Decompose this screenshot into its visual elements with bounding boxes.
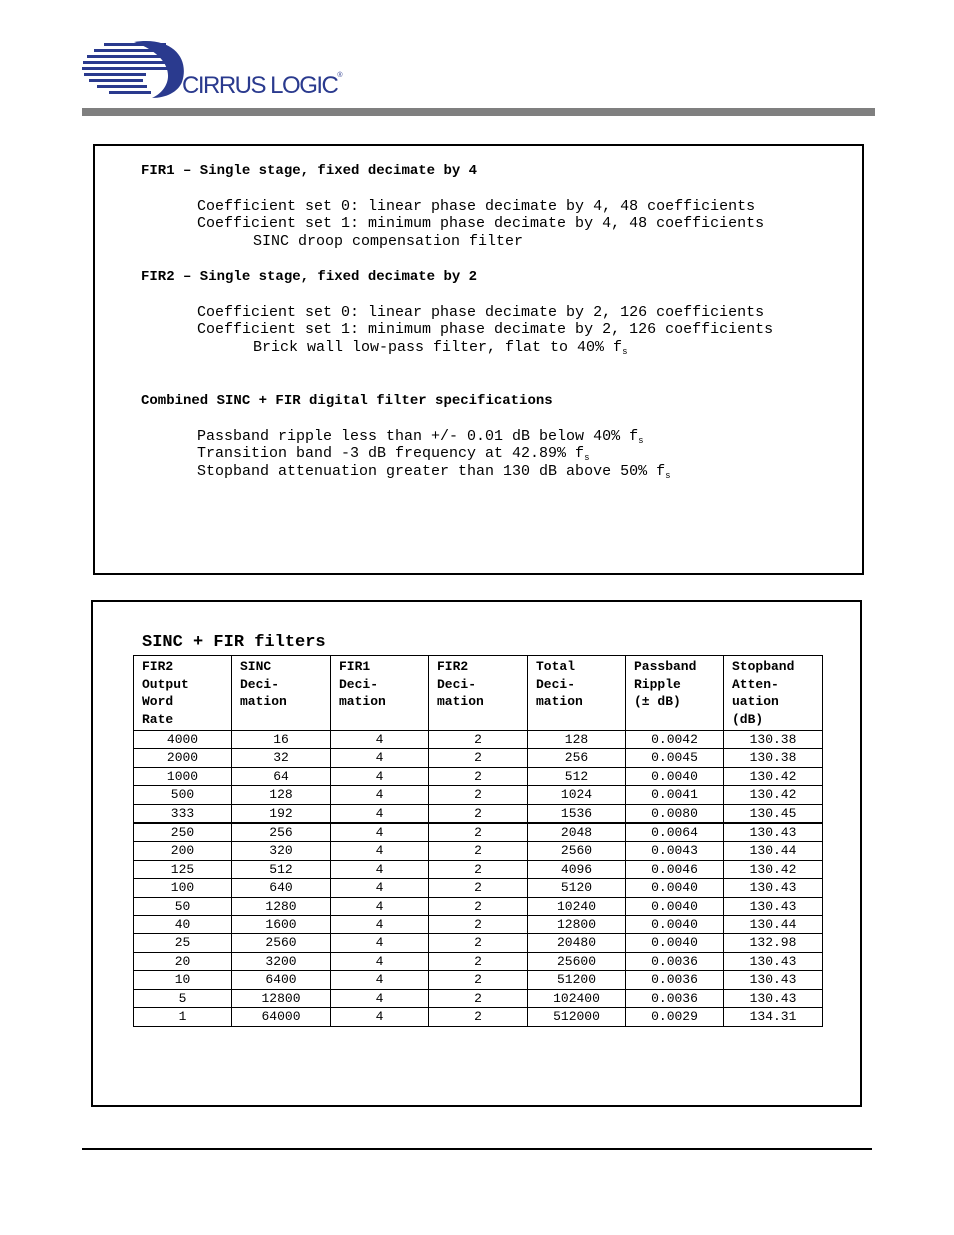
cell-stopband-attenuation: 130.42 (724, 860, 823, 878)
cell-stopband-attenuation: 134.31 (724, 1008, 823, 1026)
table-header-row (134, 656, 823, 731)
cell-passband-ripple: 0.0043 (626, 842, 724, 860)
logo-swoosh-icon (82, 38, 192, 102)
cell-total-decimation: 4096 (528, 860, 626, 878)
cell-passband-ripple: 0.0045 (626, 749, 724, 767)
cell-passband-ripple: 0.0036 (626, 952, 724, 970)
cell-fir2-decimation: 2 (429, 860, 528, 878)
cell-stopband-attenuation: 130.44 (724, 916, 823, 934)
fir1-coef-set-1: Coefficient set 1: minimum phase decimate by 4, 48 coefficients (197, 215, 765, 232)
cell-output-rate: 5 (134, 989, 232, 1007)
cell-stopband-attenuation: 130.43 (724, 971, 823, 989)
cell-stopband-attenuation: 130.42 (724, 786, 823, 804)
cell-output-rate: 1000 (134, 767, 232, 785)
filter-description-box (93, 144, 864, 575)
header-rule (82, 108, 875, 116)
cell-total-decimation: 1024 (528, 786, 626, 804)
table-row (134, 842, 823, 860)
cell-fir2-decimation: 2 (429, 823, 528, 842)
cell-stopband-attenuation: 130.43 (724, 952, 823, 970)
table-row (134, 952, 823, 970)
footer-rule (82, 1148, 872, 1150)
table-row (134, 767, 823, 785)
cell-passband-ripple: 0.0040 (626, 897, 724, 915)
cell-output-rate: 4000 (134, 731, 232, 749)
cell-fir1-decimation: 4 (331, 731, 429, 749)
cell-stopband-attenuation: 130.45 (724, 804, 823, 823)
cell-total-decimation: 1536 (528, 804, 626, 823)
cell-fir1-decimation: 4 (331, 860, 429, 878)
table-row (134, 989, 823, 1007)
cell-stopband-attenuation: 130.43 (724, 897, 823, 915)
table-row (134, 916, 823, 934)
header-fir2-decimation: FIR2 Deci- mation (429, 656, 528, 731)
cell-fir1-decimation: 4 (331, 934, 429, 952)
passband-spec: Passband ripple less than +/- 0.01 dB below 40% $f_s$ (197, 428, 644, 446)
cell-output-rate: 25 (134, 934, 232, 952)
cell-fir1-decimation: 4 (331, 786, 429, 804)
cell-passband-ripple: 0.0042 (626, 731, 724, 749)
cell-stopband-attenuation: 130.42 (724, 767, 823, 785)
header-fir1-decimation: FIR1 Deci- mation (331, 656, 429, 731)
cell-fir2-decimation: 2 (429, 897, 528, 915)
header-passband-ripple: Passband Ripple (± dB) (626, 656, 724, 731)
cell-total-decimation: 512 (528, 767, 626, 785)
cell-sinc-decimation: 640 (232, 879, 331, 897)
table-row (134, 786, 823, 804)
cell-fir1-decimation: 4 (331, 897, 429, 915)
cell-total-decimation: 10240 (528, 897, 626, 915)
cell-output-rate: 125 (134, 860, 232, 878)
cell-sinc-decimation: 512 (232, 860, 331, 878)
combined-title: Combined SINC + FIR digital filter specifications (141, 393, 553, 409)
cell-fir2-decimation: 2 (429, 1008, 528, 1026)
cell-output-rate: 250 (134, 823, 232, 842)
fir2-coef-set-0: Coefficient set 0: linear phase decimate by 2, 126 coefficients (197, 304, 765, 321)
cell-fir1-decimation: 4 (331, 952, 429, 970)
header-sinc-decimation: SINC Deci- mation (232, 656, 331, 731)
cell-fir1-decimation: 4 (331, 1008, 429, 1026)
cell-stopband-attenuation: 132.98 (724, 934, 823, 952)
table-row (134, 749, 823, 767)
cell-passband-ripple: 0.0036 (626, 971, 724, 989)
fir1-coef-set-0: Coefficient set 0: linear phase decimate by 4, 48 coefficients (197, 198, 756, 215)
table-body (134, 731, 823, 1027)
sinc-fir-table (133, 655, 823, 1027)
cell-fir1-decimation: 4 (331, 767, 429, 785)
cell-output-rate: 1 (134, 1008, 232, 1026)
cell-fir1-decimation: 4 (331, 916, 429, 934)
table-row (134, 879, 823, 897)
cell-fir2-decimation: 2 (429, 786, 528, 804)
cell-passband-ripple: 0.0029 (626, 1008, 724, 1026)
cell-output-rate: 2000 (134, 749, 232, 767)
cell-fir2-decimation: 2 (429, 952, 528, 970)
cell-stopband-attenuation: 130.38 (724, 749, 823, 767)
filter-table-box (91, 600, 862, 1107)
table-title: SINC + FIR filters (142, 633, 326, 652)
cell-sinc-decimation: 64000 (232, 1008, 331, 1026)
cell-sinc-decimation: 12800 (232, 989, 331, 1007)
cell-fir2-decimation: 2 (429, 767, 528, 785)
stopband-spec: Stopband attenuation greater than 130 dB above 50% $f_s$ (197, 463, 671, 481)
cell-passband-ripple: 0.0040 (626, 767, 724, 785)
cell-sinc-decimation: 256 (232, 823, 331, 842)
cell-output-rate: 10 (134, 971, 232, 989)
cell-sinc-decimation: 32 (232, 749, 331, 767)
fir2-title: FIR2 – Single stage, fixed decimate by 2 (141, 269, 478, 285)
cell-total-decimation: 2560 (528, 842, 626, 860)
cell-fir2-decimation: 2 (429, 731, 528, 749)
cell-fir1-decimation: 4 (331, 842, 429, 860)
table-row (134, 897, 823, 915)
cell-fir2-decimation: 2 (429, 971, 528, 989)
cell-sinc-decimation: 64 (232, 767, 331, 785)
cell-stopband-attenuation: 130.44 (724, 842, 823, 860)
cell-output-rate: 40 (134, 916, 232, 934)
cell-fir2-decimation: 2 (429, 989, 528, 1007)
cell-fir2-decimation: 2 (429, 934, 528, 952)
cell-passband-ripple: 0.0041 (626, 786, 724, 804)
cell-fir1-decimation: 4 (331, 749, 429, 767)
cell-output-rate: 200 (134, 842, 232, 860)
cell-sinc-decimation: 6400 (232, 971, 331, 989)
table-row (134, 731, 823, 749)
cell-sinc-decimation: 320 (232, 842, 331, 860)
cell-output-rate: 500 (134, 786, 232, 804)
cell-total-decimation: 51200 (528, 971, 626, 989)
cell-total-decimation: 102400 (528, 989, 626, 1007)
logo-text: CIRRUS LOGIC® (182, 72, 343, 99)
fir1-note: SINC droop compensation filter (253, 233, 524, 250)
cell-total-decimation: 256 (528, 749, 626, 767)
cell-fir1-decimation: 4 (331, 989, 429, 1007)
fir1-title: FIR1 – Single stage, fixed decimate by 4 (141, 163, 478, 179)
cirrus-logic-logo (82, 38, 372, 102)
cell-passband-ripple: 0.0046 (626, 860, 724, 878)
transition-spec: Transition band -3 dB frequency at 42.89% $f_s$ (197, 445, 590, 463)
cell-total-decimation: 20480 (528, 934, 626, 952)
cell-fir1-decimation: 4 (331, 804, 429, 823)
cell-sinc-decimation: 1280 (232, 897, 331, 915)
cell-passband-ripple: 0.0080 (626, 804, 724, 823)
cell-stopband-attenuation: 130.43 (724, 823, 823, 842)
cell-passband-ripple: 0.0036 (626, 989, 724, 1007)
table-row (134, 804, 823, 823)
cell-total-decimation: 2048 (528, 823, 626, 842)
cell-passband-ripple: 0.0040 (626, 916, 724, 934)
cell-fir2-decimation: 2 (429, 749, 528, 767)
cell-sinc-decimation: 2560 (232, 934, 331, 952)
cell-passband-ripple: 0.0040 (626, 934, 724, 952)
cell-total-decimation: 512000 (528, 1008, 626, 1026)
cell-total-decimation: 25600 (528, 952, 626, 970)
fir2-coef-set-1: Coefficient set 1: minimum phase decimate by 2, 126 coefficients (197, 321, 774, 338)
cell-fir2-decimation: 2 (429, 804, 528, 823)
header-output-rate: FIR2 Output Word Rate (134, 656, 232, 731)
cell-output-rate: 50 (134, 897, 232, 915)
cell-fir1-decimation: 4 (331, 823, 429, 842)
cell-total-decimation: 12800 (528, 916, 626, 934)
cell-passband-ripple: 0.0040 (626, 879, 724, 897)
header-stopband-attenuation: Stopband Atten- uation (dB) (724, 656, 823, 731)
cell-fir1-decimation: 4 (331, 879, 429, 897)
cell-fir2-decimation: 2 (429, 879, 528, 897)
cell-total-decimation: 5120 (528, 879, 626, 897)
cell-total-decimation: 128 (528, 731, 626, 749)
table-row (134, 860, 823, 878)
cell-stopband-attenuation: 130.43 (724, 989, 823, 1007)
cell-fir2-decimation: 2 (429, 916, 528, 934)
table-row (134, 1008, 823, 1026)
cell-fir2-decimation: 2 (429, 842, 528, 860)
table-row (134, 971, 823, 989)
cell-stopband-attenuation: 130.38 (724, 731, 823, 749)
cell-output-rate: 20 (134, 952, 232, 970)
cell-output-rate: 333 (134, 804, 232, 823)
cell-sinc-decimation: 192 (232, 804, 331, 823)
fir2-note: Brick wall low-pass filter, flat to 40% $f_s$ (253, 339, 628, 357)
cell-sinc-decimation: 128 (232, 786, 331, 804)
cell-fir1-decimation: 4 (331, 971, 429, 989)
cell-output-rate: 100 (134, 879, 232, 897)
cell-sinc-decimation: 1600 (232, 916, 331, 934)
table-row (134, 934, 823, 952)
table-row (134, 823, 823, 842)
cell-passband-ripple: 0.0064 (626, 823, 724, 842)
cell-sinc-decimation: 3200 (232, 952, 331, 970)
cell-stopband-attenuation: 130.43 (724, 879, 823, 897)
header-total-decimation: Total Deci- mation (528, 656, 626, 731)
cell-sinc-decimation: 16 (232, 731, 331, 749)
